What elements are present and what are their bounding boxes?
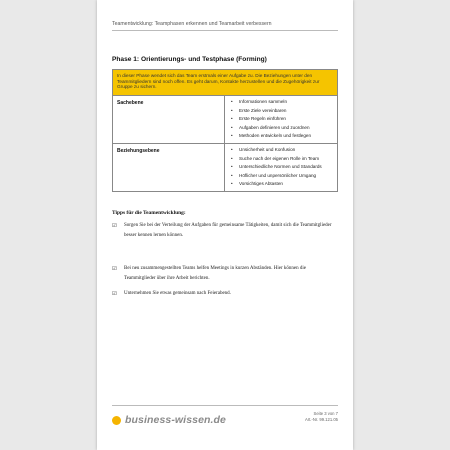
list-item [231,107,333,116]
list-item [231,180,333,189]
list-item-text: Suche nach der eigenen Rolle im Team [239,155,320,161]
row-items [225,144,337,191]
list-item-text: Informationen sammeln [239,99,288,104]
logo-text: business-wissen.de [125,414,227,426]
list-item-text: Unsicherheit und Konfusion [239,146,296,152]
checkbox-checked-icon: ☑ [112,223,117,229]
list-item [231,98,333,107]
list-item [231,155,333,164]
list-item [231,115,333,124]
bullet-icon: • [231,155,233,161]
tip-item [112,221,332,241]
list-item-text: Aufgaben definieren und zuordnen [239,124,310,130]
phase-table [112,69,338,192]
list-item-text: Methoden entwickeln und festlegen [239,133,312,139]
checkbox-checked-icon: ☑ [112,291,117,297]
document-page [97,0,353,450]
article-number: Art.-Nr. 99.121.05 [304,417,338,422]
row-items [225,96,337,143]
list-item [231,172,333,181]
brand-logo [112,414,226,426]
list-item [231,124,333,133]
row-label: Beziehungsebene [113,144,225,191]
bullet-icon: • [231,181,233,187]
bullet-icon: • [231,133,233,139]
tip-text: Unternehmen Sie etwas gemeinsam nach Feierabend. [124,291,231,296]
checkbox-checked-icon: ☑ [112,266,117,272]
page-number: Seite 3 von 7 [313,411,338,416]
list-item [231,163,333,172]
tip-item [112,289,332,299]
tip-text: Sorgen Sie bei der Verteilung der Aufgaben für gemeinsame Tätigkeiten, damit sich die Teammitglieder besser kennen lernen können. [124,223,332,238]
running-header: Teamentwicklung: Teamphasen erkennen und Teamarbeit verbessern [112,21,272,27]
list-item-text: Höflicher und unpersönlicher Umgang [239,172,317,178]
header-divider [112,30,338,31]
table-row-sachebene [113,96,337,144]
list-item [231,146,333,155]
bullet-icon: • [231,172,233,178]
row-label: Sachebene [113,96,225,143]
tip-text: Bei neu zusammengestellten Teams helfen Meetings in kurzen Abständen. Hier können die Teammitglieder über ihre Arbeit berichten. [124,266,307,281]
page-info [305,411,338,423]
bullet-icon: • [231,146,233,152]
bullet-icon: • [231,116,233,122]
bullet-icon: • [231,164,233,170]
list-item [231,132,333,141]
list-item-text: Erste Regeln einführen [239,116,286,122]
list-item-text: Vorsichtiges Abtasten [239,181,283,187]
list-item-text: Erste Ziele vereinbaren [239,107,287,113]
list-item-text: Unterschiedliche Normen und Standards [239,164,322,170]
tip-item [112,264,332,284]
tips-title: Tipps für die Teamentwicklung: [112,210,186,216]
bullet-icon: • [231,99,233,104]
section-title: Phase 1: Orientierungs- und Testphase (Forming) [112,56,267,63]
bullet-icon: • [231,107,233,113]
table-row-beziehungsebene [113,144,337,191]
phase-intro: In dieser Phase wendet sich das Team erstmals einer Aufgabe zu. Die Beziehungen unter den Teammitgliedern sind noch offen. Es geht darum, Kontakte herzustellen und die Zugehörigkeit zur Gruppe zu sichern. [113,70,337,96]
footer-divider [112,405,338,406]
bullet-icon: • [231,124,233,130]
logo-dot-icon [112,416,121,425]
